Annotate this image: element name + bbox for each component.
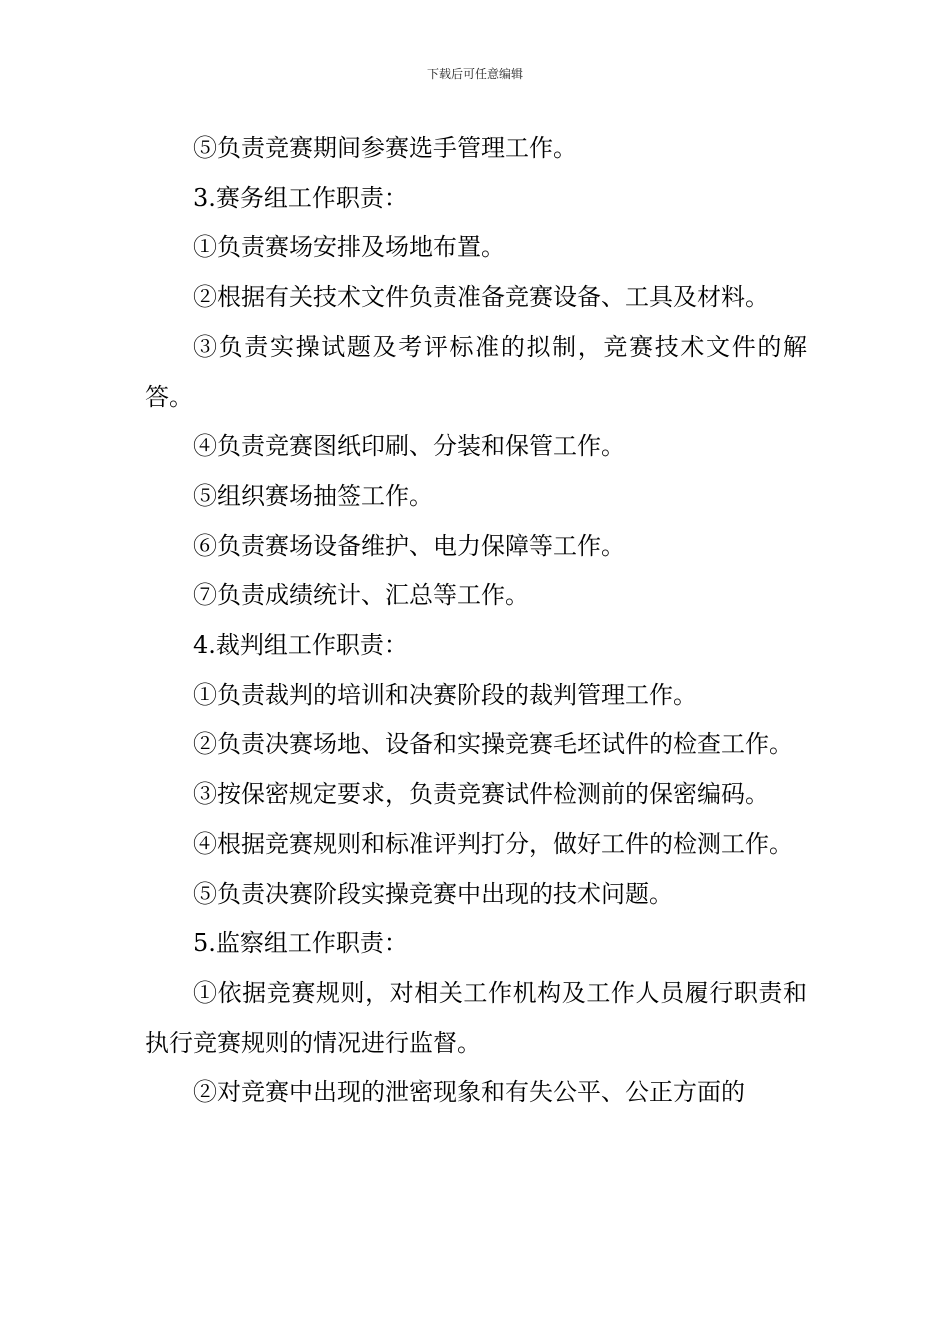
paragraph: ⑤组织赛场抽签工作。: [193, 481, 433, 510]
section-heading: 5.监察组工作职责：: [193, 929, 408, 958]
paragraph: ⑤负责竞赛期间参赛选手管理工作。: [193, 134, 577, 162]
section-heading: 3.赛务组工作职责：: [193, 183, 408, 212]
paragraph: ①负责赛场安排及场地布置。: [193, 233, 505, 262]
paragraph: ②对竞赛中出现的泄密现象和有失公平、公正方面的: [193, 1078, 745, 1107]
paragraph: ④根据竞赛规则和标准评判打分，做好工件的检测工作。: [193, 829, 793, 858]
paragraph: ①依据竞赛规则，对相关工作机构及工作人员履行职责和执行竞赛规则的情况进行监督。: [145, 978, 807, 1057]
section-heading: 4.裁判组工作职责：: [193, 631, 408, 660]
page-header: 下载后可任意编辑: [426, 67, 523, 81]
paragraph: ②根据有关技术文件负责准备竞赛设备、工具及材料。: [193, 283, 769, 312]
paragraph: ①负责裁判的培训和决赛阶段的裁判管理工作。: [193, 680, 697, 709]
paragraph: ③负责实操试题及考评标准的拟制，竞赛技术文件的解答。: [145, 332, 807, 411]
paragraph: ④负责竞赛图纸印刷、分装和保管工作。: [193, 432, 625, 461]
paragraph: ⑤负责决赛阶段实操竞赛中出现的技术问题。: [193, 879, 673, 908]
document-body: [145, 124, 807, 1118]
paragraph: ③按保密规定要求，负责竞赛试件检测前的保密编码。: [193, 780, 769, 809]
paragraph: ⑥负责赛场设备维护、电力保障等工作。: [193, 531, 625, 560]
paragraph: ⑦负责成绩统计、汇总等工作。: [193, 581, 529, 610]
paragraph: ②负责决赛场地、设备和实操竞赛毛坯试件的检查工作。: [193, 730, 793, 759]
